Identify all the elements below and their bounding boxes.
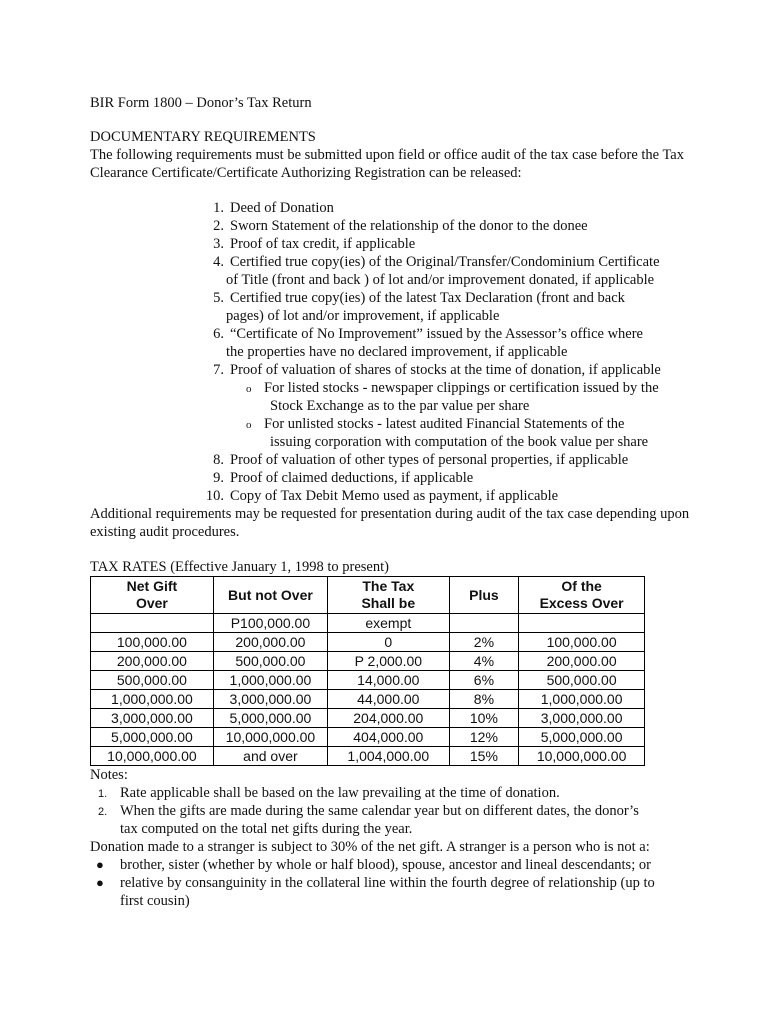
- header-of-the-excess-over: Of the Excess Over: [519, 577, 645, 614]
- table-row: 1,000,000.00 3,000,000.00 44,000.00 8% 1,000,000.00: [91, 690, 645, 709]
- sub-list-item: o For listed stocks - newspaper clippings or certification issued by the Stock Exchange as to the par value per share: [246, 380, 659, 414]
- header-plus: Plus: [449, 577, 519, 614]
- tax-rates-heading: TAX RATES (Effective January 1, 1998 to present): [90, 559, 389, 575]
- circle-bullet-icon: o: [246, 419, 252, 431]
- list-item: 5. Certified true copy(ies) of the latest Tax Declaration (front and back pages) of lot and/or improvement, if applicable: [213, 290, 625, 324]
- additional-requirements-text: Additional requirements may be requested for presentation during audit of the tax case depending upon existing audit procedures.: [90, 506, 690, 540]
- table-row: 10,000,000.00 and over 1,004,000.00 15% 10,000,000.00: [91, 747, 645, 766]
- bullet-dot-icon: ●: [96, 857, 104, 872]
- list-item: 2. When the gifts are made during the same calendar year but on different dates, the donor’s tax computed on the total net gifts during the year.: [98, 803, 639, 837]
- list-item: 8. Proof of valuation of other types of personal properties, if applicable: [213, 452, 629, 468]
- document-page: [90, 94, 690, 910]
- list-item: 1. Rate applicable shall be based on the law prevailing at the time of donation.: [98, 785, 560, 801]
- requirements-list: [90, 199, 690, 505]
- list-item: 1. Deed of Donation: [213, 200, 334, 216]
- list-item: 6. “Certificate of No Improvement” issued by the Assessor’s office where the properties have no declared improvement, if applicable: [213, 326, 643, 360]
- list-item: 9. Proof of claimed deductions, if applicable: [213, 470, 474, 486]
- list-item: 4. Certified true copy(ies) of the Original/Transfer/Condominium Certificate of Title (front and back ) of lot and/or improvement donated, if applicable: [213, 254, 660, 288]
- list-item: ● relative by consanguinity in the collateral line within the fourth degree of relationship (up to first cousin): [96, 875, 655, 909]
- sub-list-item: o For unlisted stocks - latest audited Financial Statements of the issuing corporation with computation of the book value per share: [246, 416, 649, 450]
- documentary-intro: The following requirements must be submitted upon field or office audit of the tax case before the Tax Clearance Certificate/Certificate Authorizing Registration can be released:: [90, 147, 684, 181]
- list-item: 2. Sworn Statement of the relationship of the donor to the donee: [213, 218, 588, 234]
- circle-bullet-icon: o: [246, 383, 252, 395]
- notes-list: [90, 784, 690, 838]
- stock-valuation-sublist: [226, 379, 690, 451]
- table-header-row: [91, 577, 645, 614]
- table-row: 200,000.00 500,000.00 P 2,000.00 4% 200,000.00: [91, 652, 645, 671]
- list-item: 3. Proof of tax credit, if applicable: [213, 236, 416, 252]
- header-net-gift-over: Net Gift Over: [91, 577, 214, 614]
- bullet-dot-icon: ●: [96, 875, 104, 890]
- document-title: BIR Form 1800 – Donor’s Tax Return: [90, 95, 312, 111]
- header-the-tax-shall-be: The Tax Shall be: [328, 577, 450, 614]
- list-item: ● brother, sister (whether by whole or half blood), spouse, ancestor and lineal descendants; or: [96, 857, 651, 873]
- list-item: 7. Proof of valuation of shares of stocks at the time of donation, if applicable o For listed stocks - newspaper clippings or certification issued by the Stock Exchange as to the par value per share o For unlisted stocks - latest audited Financial Statements of the issuing corporation with computation of the book value per share: [90, 361, 690, 451]
- stranger-bullets: [90, 856, 690, 910]
- table-row: 100,000.00 200,000.00 0 2% 100,000.00: [91, 633, 645, 652]
- table-row: P100,000.00 exempt: [91, 614, 645, 633]
- list-item: 10. Copy of Tax Debit Memo used as payment, if applicable: [205, 488, 559, 504]
- notes-heading: Notes:: [90, 767, 128, 783]
- table-row: 3,000,000.00 5,000,000.00 204,000.00 10% 3,000,000.00: [91, 709, 645, 728]
- stranger-definition-text: Donation made to a stranger is subject to 30% of the net gift. A stranger is a person who is not a:: [90, 839, 650, 855]
- documentary-requirements-heading: DOCUMENTARY REQUIREMENTS: [90, 129, 316, 145]
- table-row: 500,000.00 1,000,000.00 14,000.00 6% 500,000.00: [91, 671, 645, 690]
- tax-rates-table: [90, 576, 645, 766]
- table-row: 5,000,000.00 10,000,000.00 404,000.00 12% 5,000,000.00: [91, 728, 645, 747]
- header-but-not-over: But not Over: [213, 577, 327, 614]
